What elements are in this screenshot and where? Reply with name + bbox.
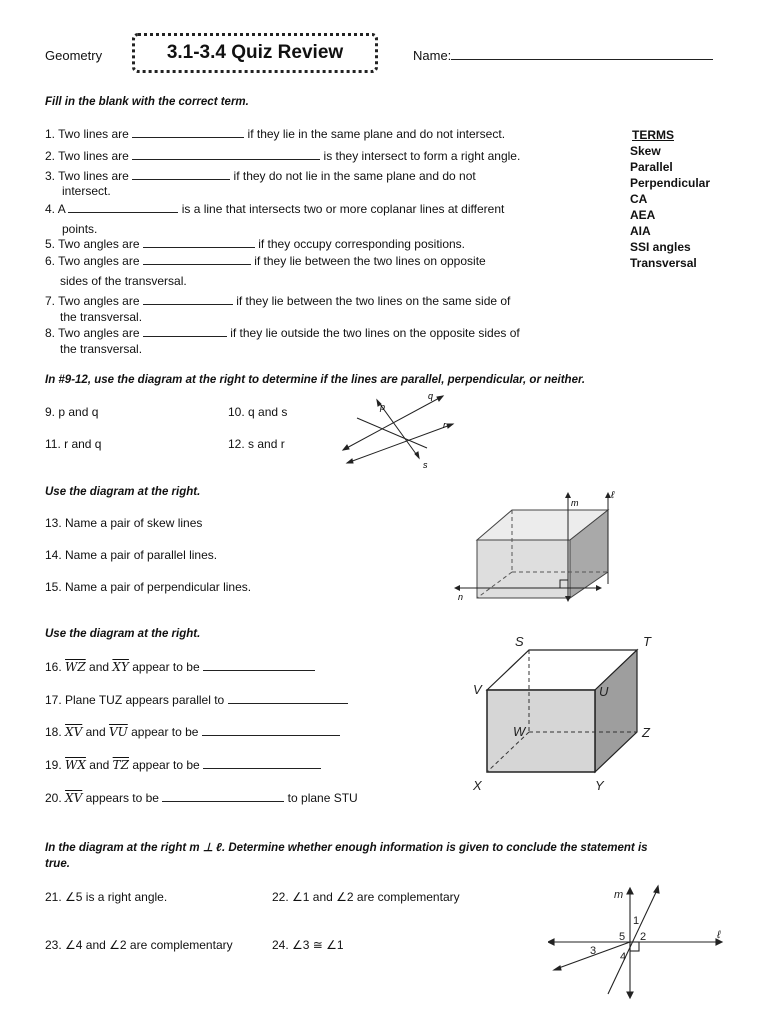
label-s: s — [423, 460, 428, 470]
section5-instruction: In the diagram at the right m ⊥ ℓ. Determine whether enough information is given to conclude the statement is — [45, 842, 648, 854]
question-2: 2. Two lines are is they intersect to form a right angle. — [45, 149, 521, 163]
question-8: 8. Two angles are if they lie outside the two lines on the opposite sides of — [45, 326, 520, 340]
section5-instruction-cont: true. — [45, 858, 70, 870]
label-q: q — [428, 391, 434, 401]
answer-blank[interactable] — [132, 149, 320, 160]
question-20: 20. $\overline{XV}$ appears to be to plane STU — [45, 791, 358, 805]
name-label: Name: — [413, 48, 452, 63]
question-16: 16. $\overline{WZ}$ and $\overline{XY}$ appear to be — [45, 660, 315, 674]
question-6-cont: sides of the transversal. — [60, 274, 187, 288]
angle-3-label: 3 — [590, 945, 597, 957]
question-4: 4. A is a line that intersects two or more coplanar lines at different — [45, 202, 505, 216]
term-item: Skew — [630, 144, 661, 158]
angle-2-label: 2 — [640, 931, 647, 943]
question-11: 11. r and q — [45, 437, 102, 451]
term-item: SSI angles — [630, 240, 691, 254]
answer-blank[interactable] — [132, 169, 230, 180]
answer-blank[interactable] — [68, 202, 178, 213]
answer-blank[interactable] — [228, 693, 348, 704]
label-p: p — [380, 402, 386, 412]
term-item: Transversal — [630, 256, 697, 270]
line-r — [347, 424, 453, 463]
name-blank[interactable] — [451, 49, 713, 60]
answer-blank[interactable] — [203, 660, 315, 671]
section2-instruction: In #9-12, use the diagram at the right to determine if the lines are parallel, perpendicular, or neither. — [45, 374, 586, 386]
question-3-cont: intersect. — [62, 184, 111, 198]
label-m: m — [571, 498, 579, 508]
lines-diagram — [335, 388, 470, 473]
question-18: 18. $\overline{XV}$ and $\overline{VU}$ appear to be — [45, 725, 340, 739]
segment-xv: $\overline{XV}$ — [65, 791, 83, 805]
terms-title: TERMS — [632, 128, 674, 142]
page-title: 3.1-3.4 Quiz Review — [166, 42, 344, 63]
term-item: AIA — [630, 224, 651, 238]
prism-diagram — [450, 488, 620, 603]
question-1: 1. Two lines are if they lie in the same plane and do not intersect. — [45, 127, 506, 141]
label-x: X — [473, 778, 482, 793]
answer-blank[interactable] — [202, 725, 340, 736]
segment-vu: $\overline{VU}$ — [108, 725, 128, 739]
question-8-cont: the transversal. — [60, 342, 143, 356]
label-n: n — [458, 592, 464, 602]
question-9: 9. p and q — [45, 405, 99, 419]
label-z: Z — [642, 725, 650, 740]
label-l: ℓ — [717, 929, 721, 941]
question-15: 15. Name a pair of perpendicular lines. — [45, 580, 252, 594]
answer-blank[interactable] — [203, 758, 321, 769]
cube-diagram — [465, 632, 665, 797]
question-6: 6. Two angles are if they lie between the two lines on opposite — [45, 254, 486, 268]
question-17: 17. Plane TUZ appears parallel to — [45, 693, 348, 707]
question-12: 12. s and r — [228, 437, 285, 451]
question-24: 24. ∠3 ≅ ∠1 — [272, 938, 344, 952]
question-10: 10. q and s — [228, 405, 288, 419]
segment-wx: $\overline{WX}$ — [65, 758, 86, 772]
label-t: T — [643, 634, 651, 649]
answer-blank[interactable] — [143, 254, 251, 265]
segment-xv: $\overline{XV}$ — [65, 725, 83, 739]
question-7: 7. Two angles are if they lie between the two lines on the same side of — [45, 294, 511, 308]
answer-blank[interactable] — [143, 294, 233, 305]
label-s: S — [515, 634, 524, 649]
question-21: 21. ∠5 is a right angle. — [45, 890, 168, 904]
subject-label: Geometry — [45, 48, 103, 63]
section3-instruction: Use the diagram at the right. — [45, 486, 201, 498]
question-4-cont: points. — [62, 222, 98, 236]
segment-xy: $\overline{XY}$ — [112, 660, 129, 674]
question-3: 3. Two lines are if they do not lie in the same plane and do not — [45, 169, 476, 183]
question-19: 19. $\overline{WX}$ and $\overline{TZ}$ appear to be — [45, 758, 321, 772]
page-title-box — [132, 33, 378, 73]
answer-blank[interactable] — [143, 237, 255, 248]
label-m: m — [614, 889, 624, 901]
term-item: Parallel — [630, 160, 673, 174]
question-23: 23. ∠4 and ∠2 are complementary — [45, 938, 233, 952]
label-l: ℓ — [611, 490, 615, 501]
answer-blank[interactable] — [132, 127, 244, 138]
segment-tz: $\overline{TZ}$ — [112, 758, 129, 772]
question-22: 22. ∠1 and ∠2 are complementary — [272, 890, 460, 904]
angle-4-label: 4 — [620, 951, 627, 963]
ray-1-2 — [608, 888, 658, 994]
angle-5-label: 5 — [619, 931, 626, 943]
label-w: W — [513, 724, 526, 739]
label-y: Y — [595, 778, 604, 793]
label-u: U — [599, 684, 609, 699]
angles-diagram — [548, 884, 730, 1002]
segment-wz: $\overline{WZ}$ — [65, 660, 86, 674]
term-item: CA — [630, 192, 648, 206]
label-v: V — [473, 682, 482, 697]
question-5: 5. Two angles are if they occupy corresponding positions. — [45, 237, 466, 251]
angle-1-label: 1 — [633, 915, 640, 927]
line-s — [357, 418, 427, 448]
section4-instruction: Use the diagram at the right. — [45, 628, 201, 640]
label-r: r — [443, 420, 446, 430]
section1-instruction: Fill in the blank with the correct term. — [45, 96, 249, 108]
term-item: Perpendicular — [630, 176, 711, 190]
question-14: 14. Name a pair of parallel lines. — [45, 548, 218, 562]
name-field[interactable] — [413, 48, 713, 63]
answer-blank[interactable] — [143, 326, 227, 337]
term-item: AEA — [630, 208, 656, 222]
question-7-cont: the transversal. — [60, 310, 143, 324]
line-q — [343, 396, 443, 450]
question-13: 13. Name a pair of skew lines — [45, 516, 203, 530]
answer-blank[interactable] — [162, 791, 284, 802]
terms-box — [630, 127, 710, 271]
